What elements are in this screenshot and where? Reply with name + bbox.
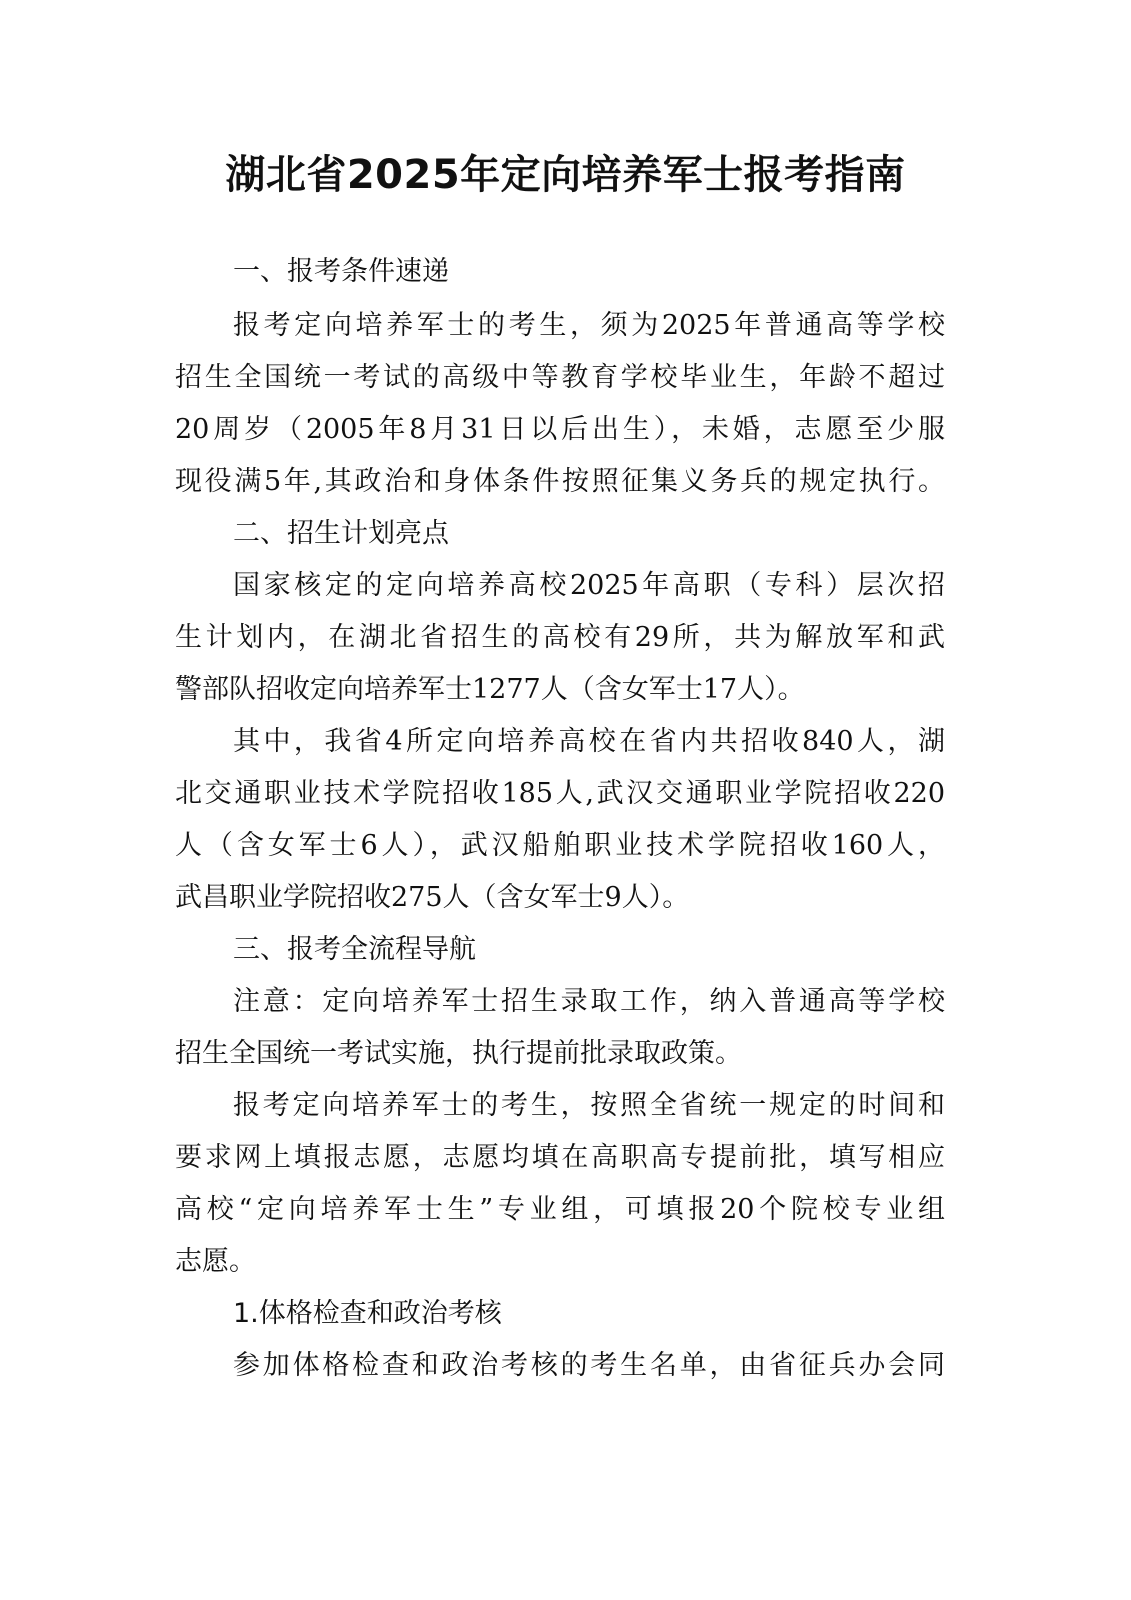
paragraph-line: 要求网上填报志愿，志愿均填在高职高专提前批，填写相应: [175, 1142, 945, 1173]
section-3-heading: 三、报考全流程导航: [233, 934, 476, 965]
paragraph-line: 北交通职业技术学院招收185人,武汉交通职业学院招收220: [175, 778, 945, 809]
paragraph-line: 其中，我省4所定向培养高校在省内共招收840人，湖: [233, 726, 945, 757]
section-2-heading: 二、招生计划亮点: [233, 518, 449, 549]
paragraph-line: 生计划内，在湖北省招生的高校有29所，共为解放军和武: [175, 622, 945, 653]
paragraph-line: 参加体格检查和政治考核的考生名单，由省征兵办会同: [233, 1350, 945, 1381]
paragraph-line: 注意：定向培养军士招生录取工作，纳入普通高等学校: [233, 986, 945, 1017]
document-title: 湖北省2025年定向培养军士报考指南: [225, 152, 906, 198]
subsection-heading: 1.体格检查和政治考核: [233, 1298, 502, 1329]
paragraph-line: 现役满5年,其政治和身体条件按照征集义务兵的规定执行。: [175, 466, 945, 497]
paragraph-line: 报考定向培养军士的考生，须为2025年普通高等学校: [233, 310, 945, 341]
paragraph-line: 高校“定向培养军士生”专业组，可填报20个院校专业组: [175, 1194, 945, 1225]
paragraph-line: 志愿。: [175, 1246, 256, 1277]
paragraph-line: 报考定向培养军士的考生，按照全省统一规定的时间和: [233, 1090, 945, 1121]
paragraph-line: 20周岁（2005年8月31日以后出生），未婚，志愿至少服: [175, 414, 945, 445]
paragraph-line: 招生全国统一考试实施，执行提前批录取政策。: [175, 1038, 742, 1069]
paragraph-line: 国家核定的定向培养高校2025年高职（专科）层次招: [233, 570, 945, 601]
paragraph-line: 招生全国统一考试的高级中等教育学校毕业生，年龄不超过: [175, 362, 945, 393]
paragraph-line: 警部队招收定向培养军士1277人（含女军士17人）。: [175, 674, 805, 705]
section-1-heading: 一、报考条件速递: [233, 256, 449, 287]
paragraph-line: 武昌职业学院招收275人（含女军士9人）。: [175, 882, 690, 913]
paragraph-line: 人（含女军士6人），武汉船舶职业技术学院招收160人，: [175, 830, 945, 861]
